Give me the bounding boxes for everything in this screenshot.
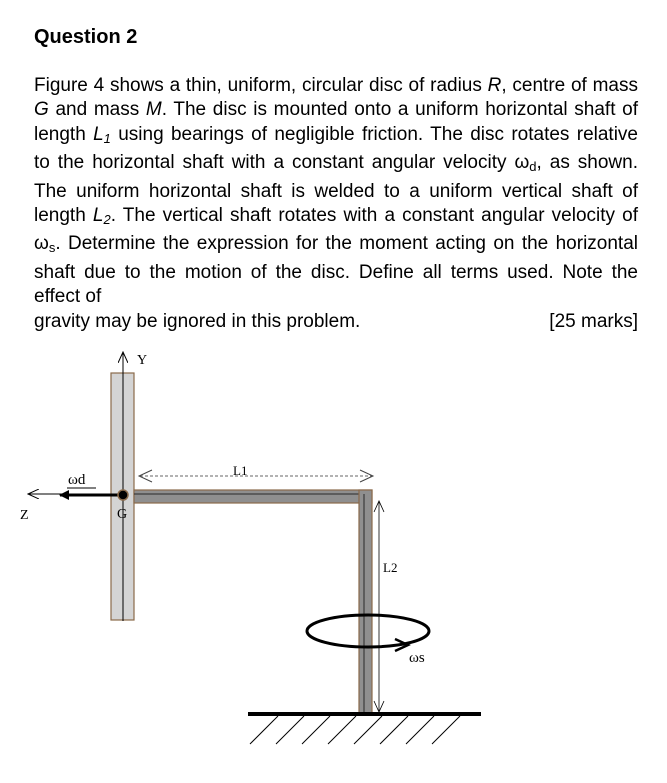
marks: [25 marks] bbox=[549, 310, 638, 332]
horizontal-shaft bbox=[134, 490, 372, 503]
label-y: Y bbox=[137, 353, 148, 368]
sub-s: s bbox=[48, 240, 56, 256]
text-part: . The vertical shaft rotates with a constant angular velocity of bbox=[110, 205, 638, 227]
omega-s-symbol: ω bbox=[34, 233, 49, 255]
text-part: using bearings of negligible friction. The disc rotates relative to the horizontal shaft with a constant angular velocity bbox=[34, 123, 638, 174]
figure-4 bbox=[0, 330, 667, 783]
var-m: M bbox=[145, 99, 162, 121]
omega-d-symbol: ω bbox=[514, 152, 530, 174]
question-title: Question 2 bbox=[34, 26, 138, 48]
label-l2: L2 bbox=[383, 560, 398, 575]
text-part: Figure 4 shows a thin, uniform, circular disc of radius bbox=[34, 75, 488, 96]
text-part: , centre of mass bbox=[501, 75, 638, 96]
ground-hatching bbox=[250, 716, 460, 744]
last-line-text: gravity may be ignored in this problem. bbox=[34, 310, 361, 332]
sub-2: 2 bbox=[103, 212, 111, 228]
label-omega-d: ωd bbox=[68, 472, 86, 488]
text-part: . Determine the expression for the moment acting on the horizontal shaft due to the motion of the disc. Define all terms used. Note the effect of bbox=[34, 233, 638, 308]
label-l1: L1 bbox=[233, 463, 248, 478]
vertical-shaft bbox=[359, 490, 372, 713]
var-l2: L bbox=[92, 205, 104, 227]
label-omega-s: ωs bbox=[409, 650, 425, 666]
text-part: , as shown. The uniform horizontal shaft is welded to a uniform vertical shaft of length bbox=[34, 152, 638, 227]
centre-of-mass-g bbox=[118, 490, 128, 500]
var-l1: L bbox=[93, 123, 104, 145]
label-z: Z bbox=[20, 508, 29, 523]
sub-d: d bbox=[529, 159, 537, 175]
text-part: and mass bbox=[48, 99, 146, 121]
var-g: G bbox=[34, 99, 49, 121]
label-g: G bbox=[117, 507, 128, 522]
text-part: . The disc is mounted onto a uniform horizontal shaft of length bbox=[34, 99, 638, 145]
var-r: R bbox=[487, 75, 502, 96]
question-body bbox=[34, 74, 638, 334]
sub-1: 1 bbox=[103, 130, 111, 146]
